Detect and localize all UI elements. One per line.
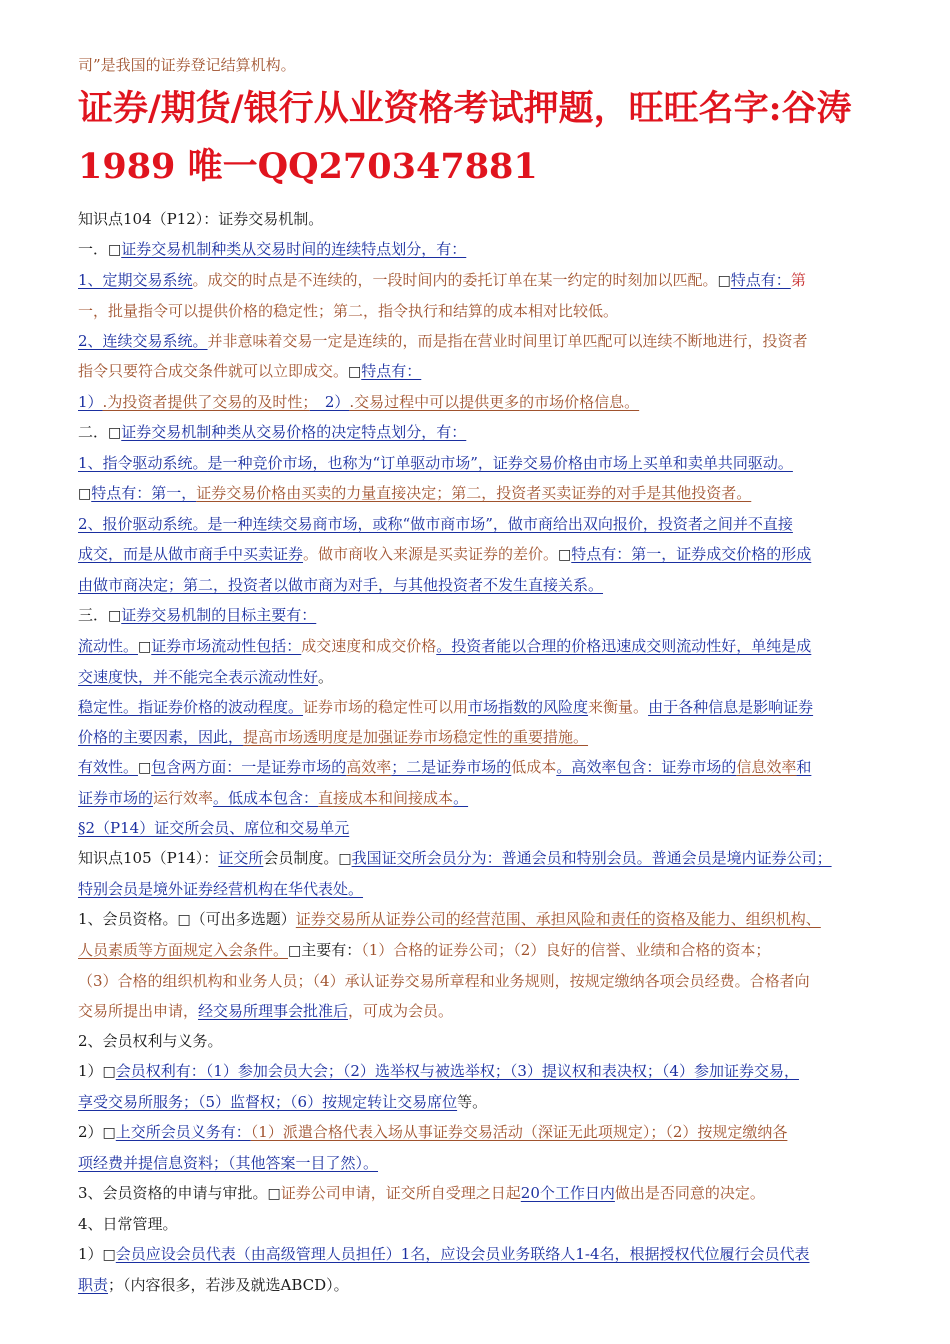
text-segment: 。高效率包含：证券市场的 — [556, 758, 737, 776]
text-segment: 证券交易机制的目标主要有： — [121, 606, 317, 624]
text-segment: 证券市场流动性包括： — [151, 637, 302, 655]
text-line — [78, 326, 912, 356]
text-line — [78, 966, 912, 996]
text-segment: 证券交易机制种类从交易时间的连续特点划分，有： — [121, 240, 467, 258]
checkbox-icon: □ — [108, 608, 122, 624]
text-segment: 做出是否同意的决定。 — [614, 1184, 765, 1202]
text-segment: 稳定性。指证券价格的波动程度。 — [78, 698, 304, 716]
text-segment: 并非意味着交易一定是连续的，而是指在营业时间里订单匹配可以连续不断地进行，投资者 — [207, 332, 808, 350]
text-segment: 人员素质等方面规定入会条件。 — [78, 941, 289, 959]
text-segment: 证券市场的 — [78, 789, 154, 807]
text-segment: 知识点105（P14）： — [78, 849, 219, 867]
text-segment: 运行效率 — [153, 789, 214, 807]
checkbox-icon: □ — [138, 639, 152, 655]
text-segment: 证券公司申请，证交所自受理之日起 — [280, 1184, 521, 1202]
text-segment: 二． — [78, 423, 109, 441]
checkbox-icon: □ — [717, 273, 731, 289]
text-segment: 特点有：第一，证券成交价格的形成 — [571, 545, 812, 563]
text-segment: 会员制度。 — [263, 849, 339, 867]
text-segment: （1）合格的证券公司；（2）良好的信誉、业绩和合格的资本； — [361, 941, 771, 959]
text-segment: 包含两方面：一是证券市场的 — [151, 758, 347, 776]
text-line — [78, 570, 912, 600]
checkbox-icon: □ — [338, 851, 352, 867]
text-line — [78, 1056, 912, 1087]
document-body — [78, 50, 912, 1300]
text-line — [78, 874, 912, 904]
checkbox-icon: □ — [108, 425, 122, 441]
promo-heading — [78, 80, 912, 196]
text-segment: 成交速度和成交价格 — [301, 637, 437, 655]
text-segment: 上交所会员义务有： — [115, 1123, 251, 1141]
text-segment: 特点有： — [361, 362, 422, 380]
text-segment: 1、定期交易系统 — [78, 271, 193, 289]
checkbox-icon: □ — [108, 242, 122, 258]
text-segment: 1、会员资格。 — [78, 910, 178, 928]
checkbox-icon: □ — [558, 547, 572, 563]
text-segment: 和 — [796, 758, 812, 776]
text-segment: 指令只要符合成交条件就可以立即成交。 — [78, 362, 349, 380]
text-segment: 证券交易价格由买卖的力量直接决定；第二，投资者买卖证券的对手是其他投资者。 — [196, 484, 752, 502]
text-segment: 职责 — [78, 1276, 109, 1294]
text-segment: 提高市场透明度是加强证券市场稳定性的重要措施。 — [243, 728, 589, 746]
text-line — [78, 722, 912, 752]
text-segment: 一． — [78, 240, 109, 258]
text-segment: ；（内容很多，若涉及就选ABCD）。 — [108, 1276, 349, 1294]
text-segment: 由做市商决定；第二，投资者以做市商为对手，与其他投资者不发生直接关系。 — [78, 576, 604, 594]
text-segment: 2、报价驱动系统。 — [78, 515, 208, 533]
text-segment: 直接成本和间接成本 — [318, 789, 454, 807]
text-segment: 2） — [78, 1123, 103, 1141]
text-line — [78, 539, 912, 570]
text-segment: 一，批量指令可以提供价格的稳定性；第二，指令执行和结算的成本相对比较低。 — [78, 302, 619, 320]
text-segment: 享受交易所服务；（5）监督权；（6）按规定转让交易席位 — [78, 1093, 458, 1111]
text-line — [78, 1270, 912, 1300]
text-line — [78, 265, 912, 296]
text-line — [78, 448, 912, 478]
text-segment: 流动性。 — [78, 637, 139, 655]
text-segment: 高效率 — [346, 758, 392, 776]
text-line — [78, 843, 912, 874]
text-segment: 3、会员资格的申请与审批。 — [78, 1184, 268, 1202]
text-segment: 价格的主要因素，因此， — [78, 728, 244, 746]
text-segment: 2、会员权利与义务。 — [78, 1032, 223, 1050]
text-line — [78, 631, 912, 662]
text-segment: 20个工作日内 — [520, 1184, 615, 1202]
text-segment: 会员应设会员代表（由高级管理人员担任）1名，应设会员业务联络人1-4名，根据授权代位履行会员代表 — [115, 1245, 810, 1263]
text-line — [78, 692, 912, 722]
text-line — [78, 752, 912, 783]
text-segment: 2） — [309, 393, 350, 411]
text-line — [78, 1148, 912, 1178]
text-segment: 市场指数的风险度 — [468, 698, 589, 716]
text-segment: 证交所 — [218, 849, 264, 867]
text-segment: 我国证交所会员分为：普通会员和特别会员。普通会员是境内证券公司； — [351, 849, 832, 867]
text-segment: 证券/期货/银行从业资格考试押题，旺旺名字:谷涛1989 唯一QQ270347881 — [78, 88, 852, 187]
checkbox-icon: □ — [288, 943, 302, 959]
text-line — [78, 1026, 912, 1056]
text-segment: 第 — [790, 271, 806, 289]
text-segment: 。低成本包含： — [213, 789, 319, 807]
text-segment: 主要有： — [301, 941, 362, 959]
text-segment: 三． — [78, 606, 109, 624]
text-segment: ，可成为会员。 — [348, 1002, 454, 1020]
text-segment: 1、指令驱动系统。 — [78, 454, 208, 472]
text-segment: 特点有： — [730, 271, 791, 289]
text-segment: 是一种连续交易商市场，或称“做市商市场”，做市商给出双向报价，投资者之间并不直接 — [207, 515, 793, 533]
text-line — [78, 478, 912, 509]
text-line — [78, 417, 912, 448]
text-line — [78, 234, 912, 265]
text-segment: 2、连续交易系统。 — [78, 332, 208, 350]
text-segment: 证券交易所从证券公司的经营范围、承担风险和责任的资格及能力、组织机构、 — [295, 910, 821, 928]
checkbox-icon: □ — [177, 912, 191, 928]
text-line — [78, 996, 912, 1026]
text-segment: .交易过程中可以提供更多的市场价格信息。 — [349, 393, 640, 411]
text-segment: 。 — [318, 668, 334, 686]
text-segment: 交易所提出申请， — [78, 1002, 199, 1020]
text-segment: （可出多选题） — [190, 910, 296, 928]
text-line — [78, 356, 912, 387]
text-line — [78, 1117, 912, 1148]
text-segment: 等。 — [457, 1093, 488, 1111]
text-line — [78, 1209, 912, 1239]
text-segment: 知识点104（P12）：证券交易机制。 — [78, 210, 324, 228]
text-line — [78, 904, 912, 935]
text-segment: 4、日常管理。 — [78, 1215, 178, 1233]
text-segment: ；二是证券市场的 — [391, 758, 512, 776]
checkbox-icon: □ — [267, 1186, 281, 1202]
text-line — [78, 1178, 912, 1209]
text-segment: 成交，而是从做市商手中买卖证券 — [78, 545, 304, 563]
checkbox-icon: □ — [102, 1125, 116, 1141]
text-line — [78, 387, 912, 417]
text-segment: 特别会员是境外证券经营机构在华代表处。 — [78, 880, 364, 898]
text-line — [78, 296, 912, 326]
text-segment: §2（P14）证交所会员、席位和交易单元 — [78, 819, 350, 837]
text-segment: 交速度快，并不能完全表示流动性好 — [78, 668, 319, 686]
text-segment: 证券交易机制种类从交易价格的决定特点划分，有： — [121, 423, 467, 441]
checkbox-icon: □ — [78, 486, 92, 502]
text-line — [78, 600, 912, 631]
text-segment: 由于各种信息是影响证券 — [648, 698, 814, 716]
text-line — [78, 1239, 912, 1270]
text-segment: 。 — [453, 789, 469, 807]
text-line — [78, 813, 912, 843]
text-segment: （1）派遣合格代表入场从事证券交易活动（深证无此项规定）；（2）按规定缴纳各 — [250, 1123, 788, 1141]
text-line — [78, 1087, 912, 1117]
text-segment: 。做市商收入来源是买卖证券的差价。 — [303, 545, 559, 563]
text-segment: .为投资者提供了交易的及时性； — [102, 393, 310, 411]
checkbox-icon: □ — [348, 364, 362, 380]
text-segment: 1） — [78, 393, 103, 411]
text-segment: 经交易所理事会批准后 — [198, 1002, 349, 1020]
text-segment: 会员权利有：（1）参加会员大会；（2）选举权与被选举权；（3）提议权和表决权；（4）参加证券交易， — [115, 1062, 799, 1080]
text-segment: 低成本 — [511, 758, 557, 776]
text-line — [78, 935, 912, 966]
text-segment: 信息效率 — [736, 758, 797, 776]
text-segment: 司”是我国的证券登记结算机构。 — [78, 56, 296, 74]
checkbox-icon: □ — [102, 1247, 116, 1263]
text-line — [78, 50, 912, 80]
text-segment: 证券市场的稳定性可以用 — [303, 698, 469, 716]
text-segment: 项经费并提信息资料；（其他答案一目了然）。 — [78, 1154, 379, 1172]
text-segment: 1） — [78, 1245, 103, 1263]
text-segment: （3）合格的组织机构和业务人员；（4）承认证券交易所章程和业务规则，按规定缴纳各项会员经费。合格者向 — [78, 972, 810, 990]
text-segment: 是一种竞价市场，也称为“订单驱动市场”，证券交易价格由市场上买单和卖单共同驱动。 — [207, 454, 793, 472]
text-line — [78, 783, 912, 813]
text-segment: 有效性。 — [78, 758, 139, 776]
text-segment: 来衡量。 — [588, 698, 649, 716]
text-segment: 特点有：第一， — [91, 484, 197, 502]
checkbox-icon: □ — [102, 1064, 116, 1080]
text-segment: 。投资者能以合理的价格迅速成交则流动性好，单纯是成 — [436, 637, 812, 655]
text-line — [78, 509, 912, 539]
text-line — [78, 204, 912, 234]
checkbox-icon: □ — [138, 760, 152, 776]
text-line — [78, 662, 912, 692]
text-segment: 。成交的时点是不连续的，一段时间内的委托订单在某一约定的时刻加以匹配。 — [192, 271, 718, 289]
text-segment: 1） — [78, 1062, 103, 1080]
